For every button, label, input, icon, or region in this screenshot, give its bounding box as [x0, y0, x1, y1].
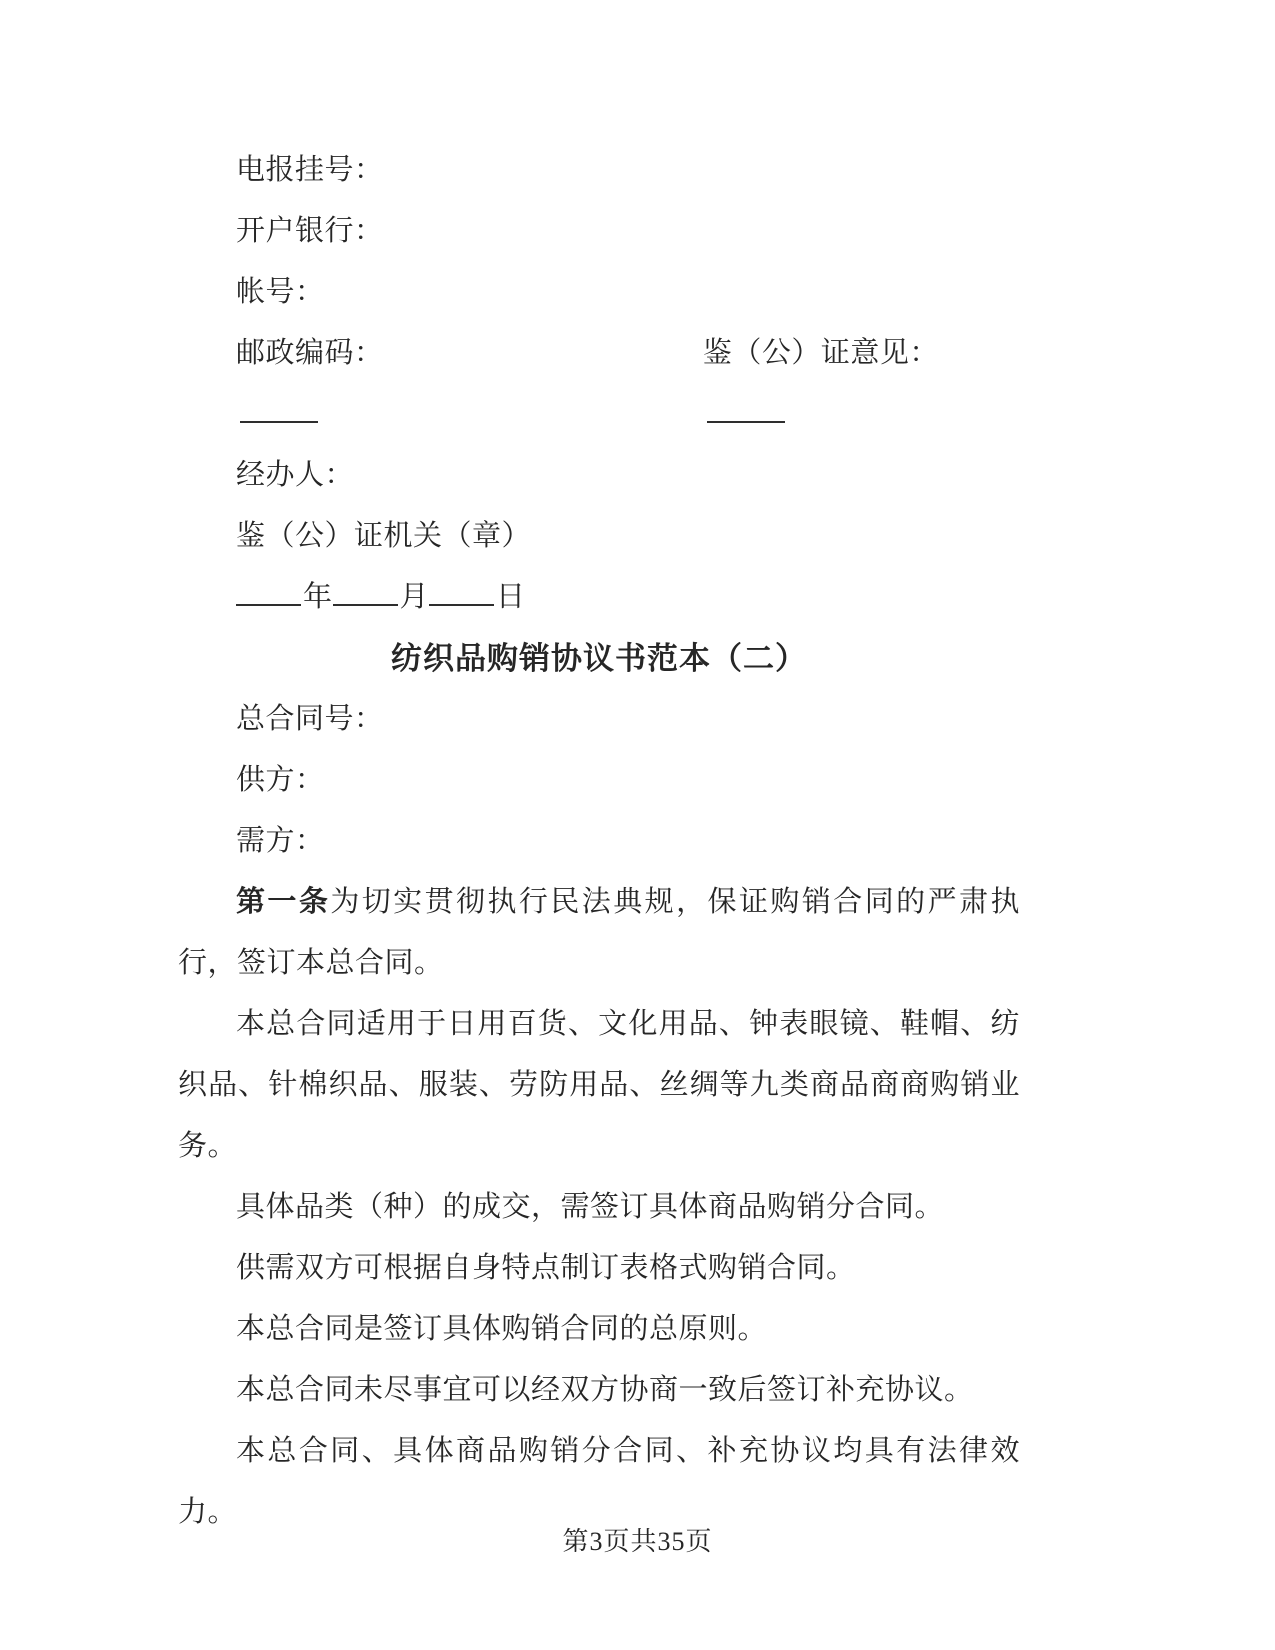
month-label: 月 — [399, 581, 430, 613]
agent-line: 经办人： — [236, 459, 355, 491]
paragraph-principle: 本总合同是签订具体购销合同的总原则。 — [236, 1313, 768, 1345]
month-blank — [333, 588, 398, 606]
paragraph-supplement: 本总合同未尽事宜可以经双方协商一致后签订补充协议。 — [236, 1374, 974, 1406]
supplier-line: 供方： — [236, 764, 325, 796]
page-number-footer: 第3页共35页 — [562, 1527, 713, 1556]
paragraph-legal-effect: 本总合同、具体商品购销分合同、补充协议均具有法律效力。 — [178, 1435, 1020, 1528]
year-label: 年 — [303, 581, 333, 613]
document-body — [178, 140, 1020, 1543]
article-1-text: 为切实贯彻执行民法典规，保证购销合同的严肃执行，签订本总合同。 — [178, 886, 1020, 979]
article-1-label: 第一条 — [236, 886, 331, 918]
paragraph-scope: 本总合同适用于日用百货、文化用品、钟表眼镜、鞋帽、纺织品、针棉织品、服装、劳防用品、丝绸等九类商品商商购销业务。 — [178, 1008, 1020, 1162]
postal-code-blank — [240, 405, 318, 423]
day-blank — [429, 588, 494, 606]
day-label: 日 — [496, 581, 526, 613]
date-line — [178, 567, 1020, 628]
postal-notary-line — [178, 323, 1020, 445]
notary-opinion-blank — [707, 405, 785, 423]
notary-opinion-label: 鉴（公）证意见： — [703, 323, 1020, 445]
notary-authority-line: 鉴（公）证机关（章） — [236, 520, 532, 552]
postal-code-label: 邮政编码： — [236, 323, 465, 445]
paragraph-subcontract: 具体品类（种）的成交，需签订具体商品购销分合同。 — [236, 1191, 945, 1223]
telegraph-line: 电报挂号： — [236, 154, 384, 186]
year-blank — [236, 588, 301, 606]
bank-line: 开户银行： — [236, 215, 384, 247]
buyer-line: 需方： — [236, 825, 325, 857]
article-1 — [178, 872, 1020, 994]
paragraph-table-form: 供需双方可根据自身特点制订表格式购销合同。 — [236, 1252, 856, 1284]
contract-no-line: 总合同号： — [236, 703, 384, 735]
account-line: 帐号： — [236, 276, 325, 308]
page-title: 纺织品购销协议书范本（二） — [391, 641, 807, 676]
